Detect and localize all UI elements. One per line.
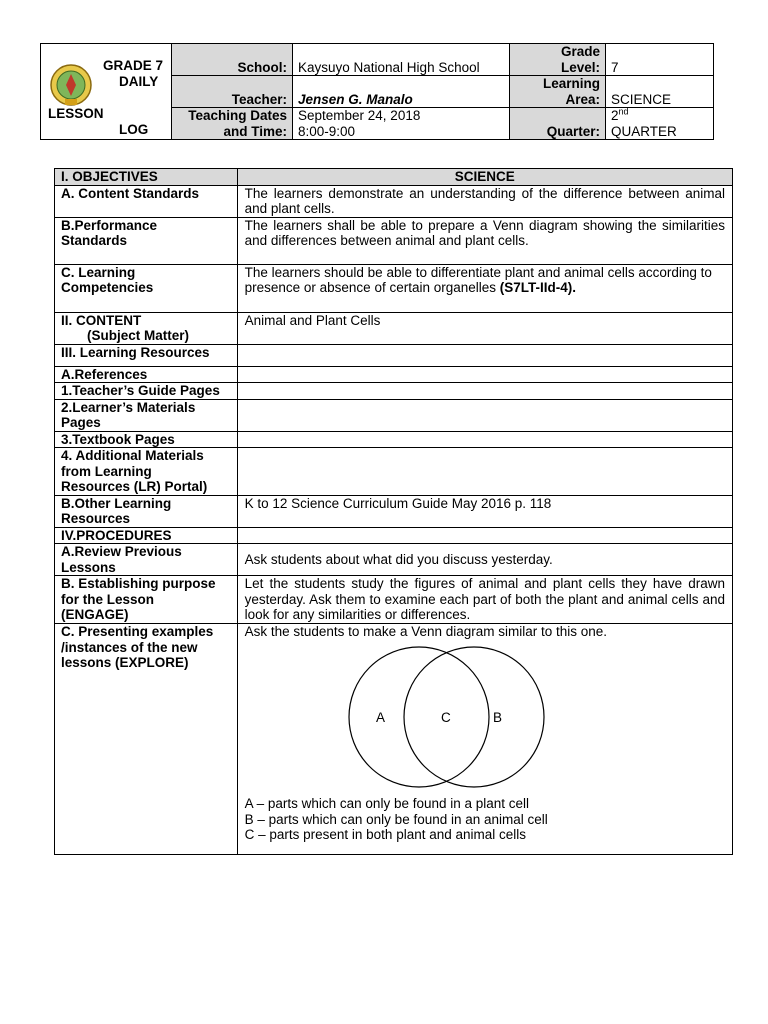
science-heading: SCIENCE (237, 169, 732, 186)
area-label: Learning Area: (510, 76, 606, 108)
legend-a: A – parts which can only be found in a plant cell (244, 796, 530, 811)
textbook-label: 3.Textbook Pages (55, 431, 238, 448)
content-text: Animal and Plant Cells (237, 312, 732, 344)
competencies-text: The learners should be able to differentiate plant and animal cells according to presence or absence of certain organelles (S7LT-IId-4). (237, 264, 732, 312)
objectives-heading: I. OBJECTIVES (55, 169, 238, 186)
presenting-cell (237, 624, 732, 855)
lesson-table (54, 168, 733, 855)
teacher-value: Jensen G. Manalo (293, 76, 510, 108)
competency-code: (S7LT-IId-4). (499, 280, 577, 295)
school-label: School: (172, 44, 293, 76)
venn-circle-right (404, 647, 544, 787)
venn-diagram (342, 644, 562, 788)
legend-c: C – parts present in both plant and animal cells (244, 827, 527, 842)
learning-resources-value (237, 344, 732, 366)
purpose-text: Let the students study the figures of animal and plant cells they have drawn yesterday. Ask them to examine each part of both the plant and animal cells and look for any similarities or differences. (237, 576, 732, 624)
competencies-label: C. Learning Competencies (55, 264, 238, 312)
dates-value: September 24, 2018 8:00-9:00 (293, 108, 510, 140)
content-standards-text: The learners demonstrate an understanding of the difference between animal and plant cells. (237, 185, 732, 217)
quarter-value: 2nd QUARTER (606, 108, 714, 140)
review-label: A.Review Previous Lessons (55, 544, 238, 576)
venn-legend (245, 796, 548, 843)
learning-resources-label: III. Learning Resources (55, 344, 238, 366)
title-line-3: LESSON (48, 106, 104, 121)
venn-label-c: C (440, 710, 451, 725)
title-line-1: GRADE 7 (103, 58, 164, 73)
performance-standards-text: The learners shall be able to prepare a Venn diagram showing the similarities and differences between animal and plant cells. (237, 217, 732, 264)
teachers-guide-label: 1.Teacher’s Guide Pages (55, 383, 238, 400)
presenting-text: Ask the students to make a Venn diagram similar to this one. (244, 624, 608, 639)
content-standards-label: A. Content Standards (55, 185, 238, 217)
quarter-label: Quarter: (510, 108, 606, 140)
procedures-label: IV.PROCEDURES (55, 527, 238, 544)
legend-b: B – parts which can only be found in an animal cell (244, 811, 548, 827)
title-line-2: DAILY (119, 74, 159, 89)
performance-standards-label: B.Performance Standards (55, 217, 238, 264)
venn-circle-left (349, 647, 489, 787)
teacher-label: Teacher: (172, 76, 293, 108)
content-label: II. CONTENT (Subject Matter) (55, 312, 238, 344)
title-cell (41, 44, 172, 140)
grade-value: 7 (606, 44, 714, 76)
other-resources-label: B.Other Learning Resources (55, 495, 238, 527)
school-value: Kaysuyo National High School (293, 44, 510, 76)
presenting-label: C. Presenting examples /instances of the new lessons (EXPLORE) (55, 624, 238, 855)
venn-label-a: A (375, 710, 385, 725)
header-table (40, 43, 714, 140)
references-label: A.References (55, 366, 238, 383)
area-value: SCIENCE (606, 76, 714, 108)
review-text: Ask students about what did you discuss yesterday. (237, 544, 732, 576)
purpose-label: B. Establishing purpose for the Lesson (ENGAGE) (55, 576, 238, 624)
additional-materials-label: 4. Additional Materials from Learning Resources (LR) Portal) (55, 448, 238, 496)
venn-label-b: B (492, 710, 502, 725)
learners-materials-label: 2.Learner’s Materials Pages (55, 399, 238, 431)
other-resources-text: K to 12 Science Curriculum Guide May 2016 p. 118 (237, 495, 732, 527)
title-line-4: LOG (119, 122, 149, 137)
dates-label: Teaching Dates and Time: (172, 108, 293, 140)
grade-label: Grade Level: (510, 44, 606, 76)
